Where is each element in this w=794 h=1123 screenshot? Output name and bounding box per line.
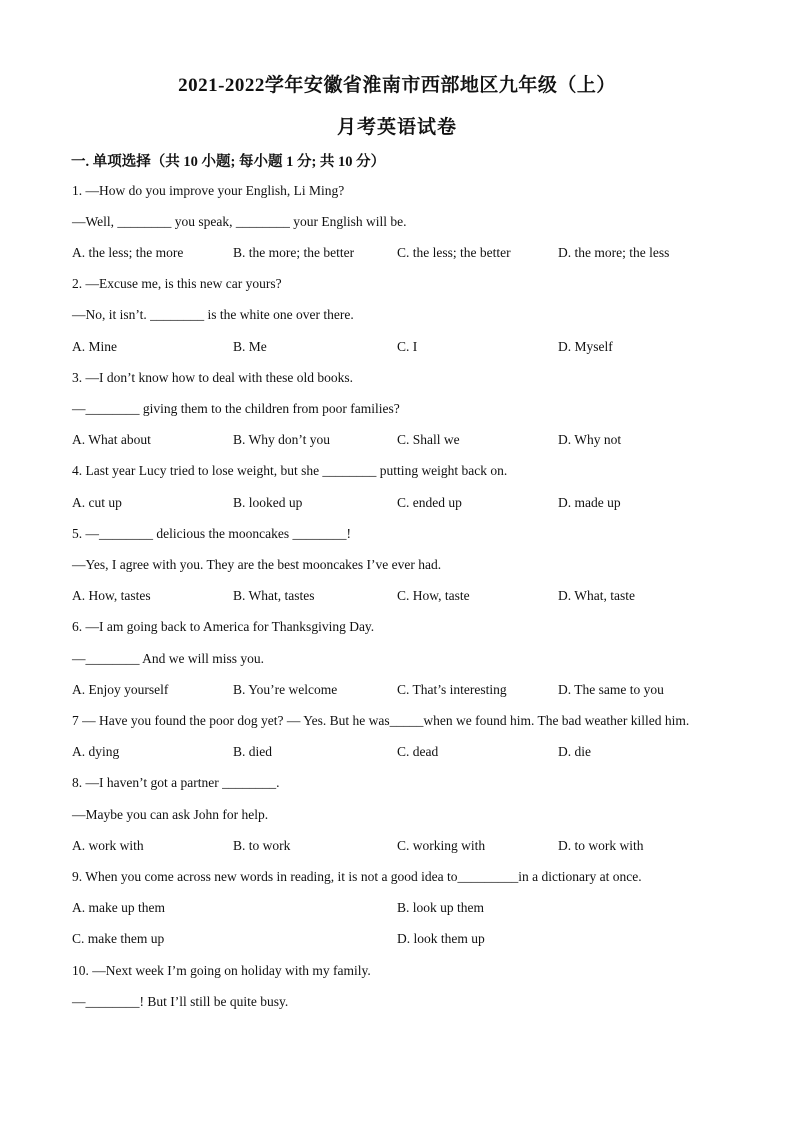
question-8-option-b: B. to work: [233, 838, 291, 853]
question-3-option-b: B. Why don’t you: [233, 432, 331, 447]
question-5-option-b: B. What, tastes: [233, 588, 315, 603]
question-1-stem: 1. —How do you improve your English, Li Ming?: [72, 183, 345, 198]
question-5-option-a: A. How, tastes: [72, 588, 151, 603]
exam-title-line2: 月考英语试卷: [336, 117, 457, 138]
question-9-stem: 9. When you come across new words in reading, it is not a good idea to_________in a dictionary at once.: [72, 869, 642, 884]
question-1-option-d: D. the more; the less: [558, 245, 670, 260]
question-10-response: —________! But I’ll still be quite busy.: [72, 994, 289, 1009]
question-7-option-d: D. die: [558, 744, 591, 759]
question-5-stem: 5. —________ delicious the mooncakes ________!: [72, 526, 351, 541]
question-8-option-c: C. working with: [397, 838, 486, 853]
question-2-response: —No, it isn’t. ________ is the white one over there.: [72, 307, 354, 322]
question-8-option-a: A. work with: [72, 838, 144, 853]
question-2-option-a: A. Mine: [72, 339, 117, 354]
question-9-option-d: D. look them up: [397, 931, 485, 946]
question-2-option-d: D. Myself: [558, 339, 613, 354]
question-8-option-d: D. to work with: [558, 838, 644, 853]
question-5-response: —Yes, I agree with you. They are the best mooncakes I’ve ever had.: [72, 557, 442, 572]
question-4-option-b: B. looked up: [233, 495, 303, 510]
question-9-option-a: A. make up them: [72, 900, 165, 915]
question-6-option-c: C. That’s interesting: [397, 682, 507, 697]
question-9-option-b: B. look up them: [397, 900, 484, 915]
question-1-option-c: C. the less; the better: [397, 245, 511, 260]
question-1-response: —Well, ________ you speak, ________ your English will be.: [72, 214, 407, 229]
question-1-option-a: A. the less; the more: [72, 245, 184, 260]
question-5-option-c: C. How, taste: [397, 588, 470, 603]
question-9-option-c: C. make them up: [72, 931, 165, 946]
question-7-stem: 7 — Have you found the poor dog yet? — Yes. But he was_____when we found him. The bad weather killed him.: [72, 713, 690, 728]
question-6-response: —________ And we will miss you.: [72, 651, 265, 666]
question-8-response: —Maybe you can ask John for help.: [72, 807, 269, 822]
question-3-option-d: D. Why not: [558, 432, 622, 447]
question-2-option-c: C. I: [397, 339, 418, 354]
question-7-option-b: B. died: [233, 744, 272, 759]
question-4-option-c: C. ended up: [397, 495, 462, 510]
question-4-option-d: D. made up: [558, 495, 621, 510]
question-2-stem: 2. —Excuse me, is this new car yours?: [72, 276, 282, 291]
section-heading: 一. 单项选择（共 10 小题; 每小题 1 分; 共 10 分）: [71, 154, 386, 170]
question-4-stem: 4. Last year Lucy tried to lose weight, but she ________ putting weight back on.: [72, 463, 508, 478]
question-8-stem: 8. —I haven’t got a partner ________.: [72, 775, 280, 790]
question-6-option-a: A. Enjoy yourself: [72, 682, 169, 697]
question-4-option-a: A. cut up: [72, 495, 122, 510]
question-5-option-d: D. What, taste: [558, 588, 635, 603]
exam-title-line1: 2021-2022学年安徽省淮南市西部地区九年级（上）: [178, 75, 616, 96]
question-6-stem: 6. —I am going back to America for Thanksgiving Day.: [72, 619, 375, 634]
question-7-option-c: C. dead: [397, 744, 439, 759]
question-3-stem: 3. —I don’t know how to deal with these old books.: [72, 370, 353, 385]
question-7-option-a: A. dying: [72, 744, 120, 759]
question-10-stem: 10. —Next week I’m going on holiday with my family.: [72, 963, 371, 978]
question-3-option-c: C. Shall we: [397, 432, 460, 447]
question-3-response: —________ giving them to the children from poor families?: [72, 401, 400, 416]
question-1-option-b: B. the more; the better: [233, 245, 355, 260]
question-3-option-a: A. What about: [72, 432, 151, 447]
question-6-option-b: B. You’re welcome: [233, 682, 338, 697]
question-6-option-d: D. The same to you: [558, 682, 664, 697]
question-2-option-b: B. Me: [233, 339, 267, 354]
